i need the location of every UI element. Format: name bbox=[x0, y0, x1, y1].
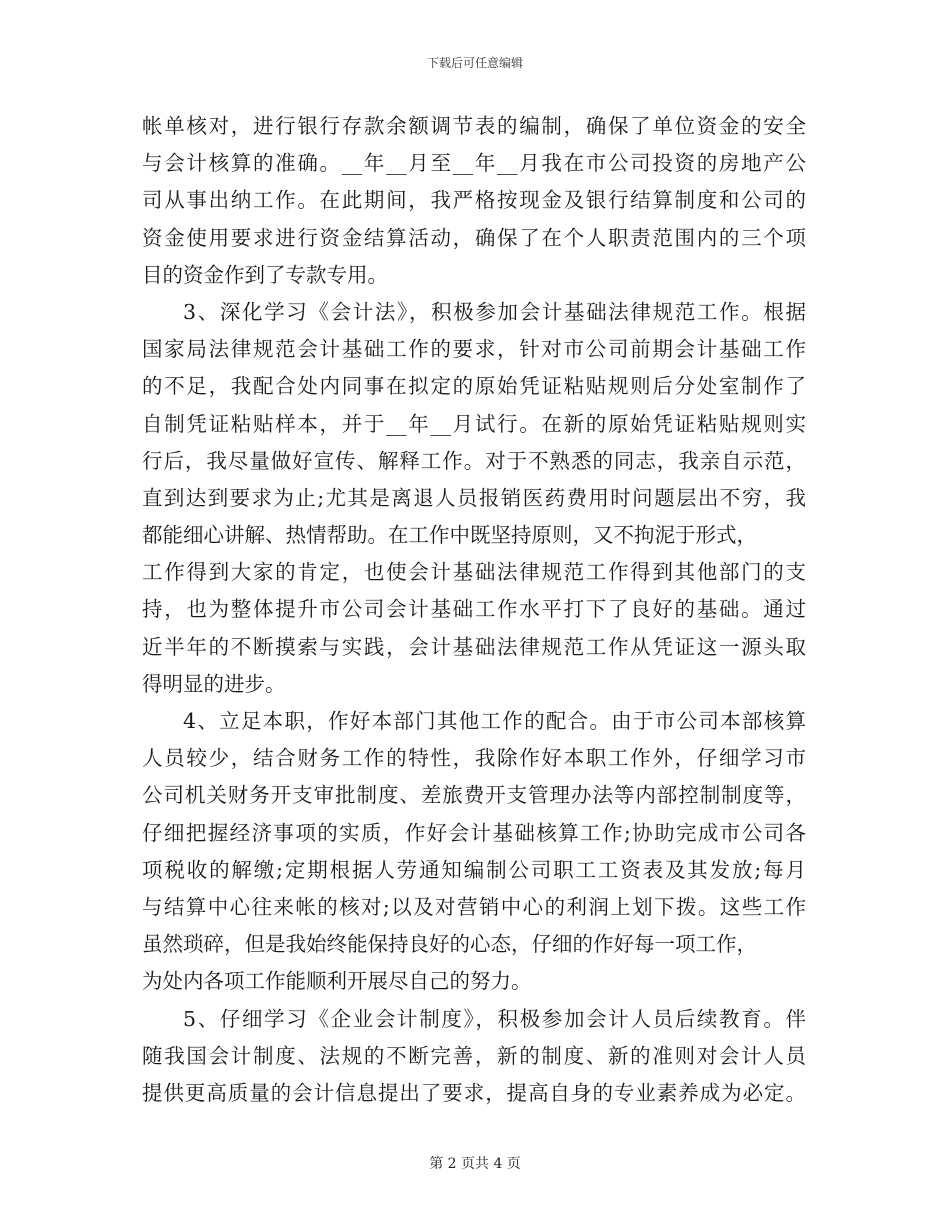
text-line: 司从事出纳工作。在此期间，我严格按现金及银行结算制度和公司的 bbox=[142, 188, 806, 213]
text-line: 目的资金作到了专款专用。 bbox=[142, 262, 388, 287]
text-line: 虽然琐碎，但是我始终能保持良好的心态，仔细的作好每一项工作， bbox=[142, 932, 757, 957]
text-line: 与结算中心往来帐的核对;以及对营销中心的利润上划下拨。这些工作 bbox=[142, 894, 806, 919]
text-line: 仔细把握经济事项的实质，作好会计基础核算工作;协助完成市公司各 bbox=[142, 820, 806, 845]
text-line: 项税收的解缴;定期根据人劳通知编制公司职工工资表及其发放;每月 bbox=[142, 857, 806, 882]
text-line: 国家局法律规范会计基础工作的要求，针对市公司前期会计基础工作 bbox=[142, 337, 806, 362]
text-line: 的不足，我配合处内同事在拟定的原始凭证粘贴规则后分处室制作了 bbox=[142, 374, 806, 399]
text-line: 公司机关财务开支审批制度、差旅费开支管理办法等内部控制制度等， bbox=[142, 783, 806, 808]
text-line: 3、深化学习《会计法》，积极参加会计基础法律规范工作。根据 bbox=[183, 299, 806, 324]
text-line: 持，也为整体提升市公司会计基础工作水平打下了良好的基础。通过 bbox=[142, 597, 806, 622]
text-line: 工作得到大家的肯定，也使会计基础法律规范工作得到其他部门的支 bbox=[142, 560, 806, 585]
text-line: 都能细心讲解、热情帮助。在工作中既坚持原则，又不拘泥于形式， bbox=[142, 523, 757, 548]
text-line: 4、立足本职，作好本部门其他工作的配合。由于市公司本部核算 bbox=[183, 709, 806, 733]
page-footer: 第 2 页共 4 页 bbox=[429, 1156, 521, 1172]
document-body bbox=[142, 108, 806, 1112]
text-line: 人员较少，结合财务工作的特性，我除作好本职工作外，仔细学习市 bbox=[142, 746, 806, 771]
text-line: 得明显的进步。 bbox=[142, 671, 286, 696]
text-line: 行后，我尽量做好宣传、解释工作。对于不熟悉的同志，我亲自示范， bbox=[142, 448, 806, 473]
text-line: 近半年的不断摸索与实践，会计基础法律规范工作从凭证这一源头取 bbox=[142, 634, 806, 659]
text-line: 提供更高质量的会计信息提出了要求，提高自身的专业素养成为必定。 bbox=[142, 1080, 806, 1105]
text-line: 为处内各项工作能顺利开展尽自己的努力。 bbox=[142, 969, 532, 994]
text-line: 自制凭证粘贴样本，并于__年__月试行。在新的原始凭证粘贴规则实 bbox=[142, 411, 806, 436]
text-line: 帐单核对，进行银行存款余额调节表的编制，确保了单位资金的安全 bbox=[142, 114, 806, 138]
text-line: 随我国会计制度、法规的不断完善，新的制度、新的准则对会计人员 bbox=[142, 1043, 806, 1068]
text-line: 资金使用要求进行资金结算活动，确保了在个人职责范围内的三个项 bbox=[142, 225, 806, 250]
page-header: 下载后可任意编辑 bbox=[426, 56, 523, 70]
text-line: 直到达到要求为止;尤其是离退人员报销医药费用时问题层出不穷，我 bbox=[142, 485, 806, 510]
text-line: 与会计核算的准确。__年__月至__年__月我在市公司投资的房地产公 bbox=[142, 151, 806, 176]
text-line: 5、仔细学习《企业会计制度》，积极参加会计人员后续教育。伴 bbox=[183, 1006, 806, 1031]
